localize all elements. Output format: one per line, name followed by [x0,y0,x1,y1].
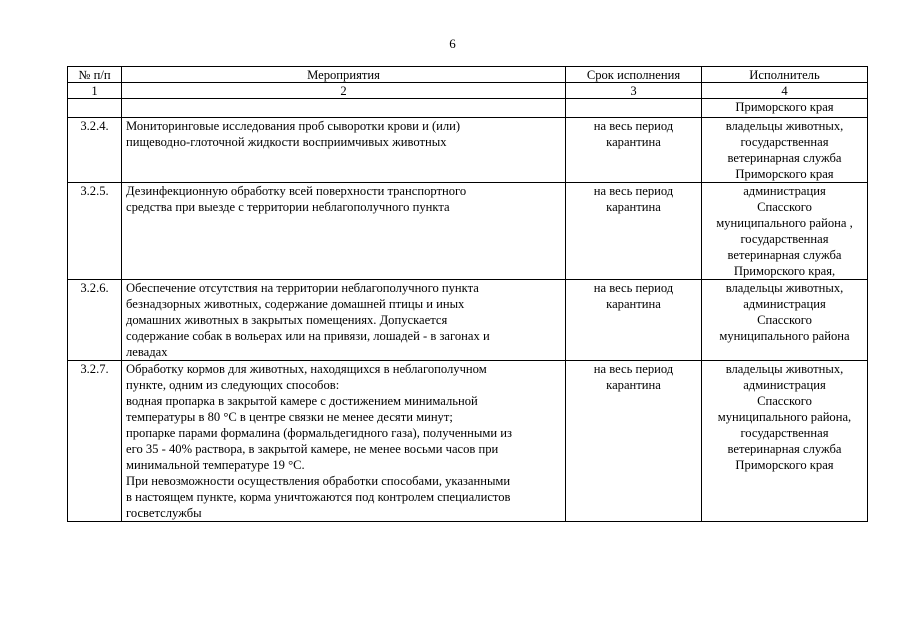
cell-line: администрация [743,184,826,198]
cell-line: на весь период [593,119,674,133]
cell-line: на весь период [593,184,674,198]
cell-line: Мониторинговые исследования проб сыворотки крови и (или) [126,119,461,133]
cell-line: карантина [606,135,661,149]
cell-line: Дезинфекционную обработку всей поверхности транспортного [126,184,467,198]
header-activities: Мероприятия [122,67,566,83]
page-number: 6 [449,36,456,51]
activity-cell [122,280,566,361]
cell-line: владельцы животных, [725,281,844,295]
cell-line: на весь период [593,362,674,376]
table-row [68,183,868,280]
row-number: 3.2.4. [68,118,122,183]
row-number: 3.2.7. [68,361,122,522]
row-number: 3.2.5. [68,183,122,280]
cell-line: государственная [740,426,829,440]
executor-cell [702,183,868,280]
executor-cell: Приморского края [702,99,868,118]
cell-line: карантина [606,378,661,392]
cell-line: государственная [740,135,829,149]
cell-line: содержание собак в вольерах или на привязи, лошадей - в загонах и [126,329,490,343]
column-index: 4 [702,83,868,99]
cell-line: его 35 - 40% раствора, в закрытой камере, не менее восьми часов при [126,442,499,456]
cell-line: средства при выезде с территории неблагополучного пункта [126,200,450,214]
cell-line: Приморского края, [733,264,836,278]
cell-line: ветеринарная служба [727,151,842,165]
cell-line: левадах [126,345,168,359]
cell-line: администрация [743,297,826,311]
table-row [68,280,868,361]
cell-line: госветслужбы [126,506,202,520]
cell-line: пищеводно-глоточной жидкости восприимчивых животных [126,135,447,149]
cell-line: Приморского края [735,167,834,181]
cell-line: При невозможности осуществления обработки способами, указанными [126,474,511,488]
cell-line: владельцы животных, [725,362,844,376]
cell-line: ветеринарная служба [727,442,842,456]
activity-cell [122,99,566,118]
column-index-row [68,83,868,99]
activity-cell [122,118,566,183]
header-term: Срок исполнения [566,67,702,83]
cell-line: Приморского края [735,458,834,472]
activity-cell [122,183,566,280]
cell-line: Обеспечение отсутствия на территории неблагополучного пункта [126,281,479,295]
executor-cell [702,280,868,361]
cell-line: карантина [606,297,661,311]
cell-line: ветеринарная служба [727,248,842,262]
term-cell [566,183,702,280]
cell-line: домашних животных в закрытых помещениях. Допускается [126,313,448,327]
executor-cell [702,118,868,183]
table-row [68,361,868,522]
cell-line: пункте, одним из следующих способов: [126,378,340,392]
row-number: 3.2.6. [68,280,122,361]
header-number: № п/п [68,67,122,83]
header-executor: Исполнитель [702,67,868,83]
column-index: 2 [122,83,566,99]
column-index: 1 [68,83,122,99]
cell-line: Спасского [757,200,812,214]
cell-line: Обработку кормов для животных, находящихся в неблагополучном [126,362,487,376]
cell-line: Спасского [757,313,812,327]
cell-line: температуры в 80 °С в центре связки не менее десяти минут; [126,410,453,424]
row-number-cell [68,99,122,118]
measures-table [67,66,868,522]
cell-line: Спасского [757,394,812,408]
table-row-continuation [68,99,868,118]
cell-line: минимальной температуре 19 °С. [126,458,305,472]
table-row [68,118,868,183]
cell-line: пропарке парами формалина (формальдегидного газа), полученными из [126,426,512,440]
cell-line: в настоящем пункте, корма уничтожаются под контролем специалистов [126,490,511,504]
activity-cell [122,361,566,522]
cell-line: карантина [606,200,661,214]
cell-line: администрация [743,378,826,392]
term-cell [566,280,702,361]
cell-line: водная пропарка в закрытой камере с достижением минимальной [126,394,478,408]
column-index: 3 [566,83,702,99]
term-cell [566,118,702,183]
cell-line: муниципального района, [717,410,852,424]
cell-line: государственная [740,232,829,246]
cell-line: на весь период [593,281,674,295]
cell-line: муниципального района , [716,216,853,230]
table-header-row [68,67,868,83]
term-cell [566,361,702,522]
term-cell [566,99,702,118]
cell-line: владельцы животных, [725,119,844,133]
cell-line: безнадзорных животных, содержание домашней птицы и иных [126,297,465,311]
executor-cell [702,361,868,522]
cell-line: муниципального района [719,329,850,343]
